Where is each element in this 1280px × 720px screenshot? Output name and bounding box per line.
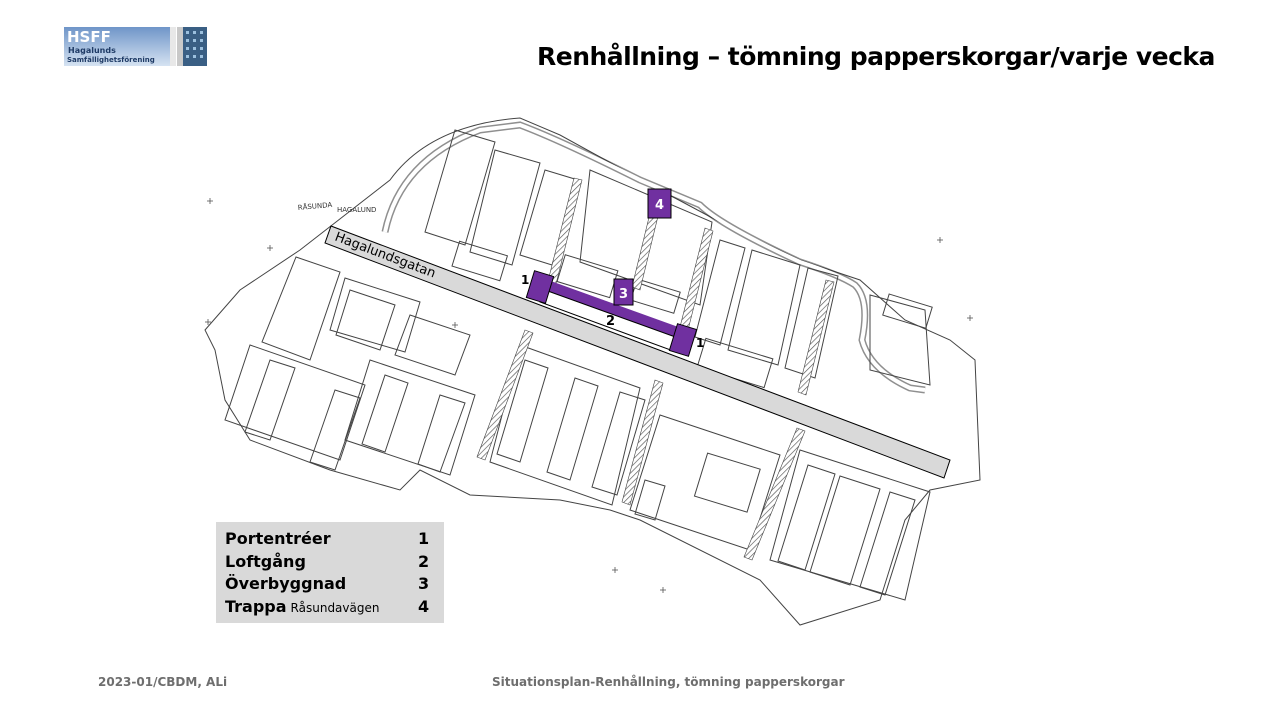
district-label-hagalund: HAGALUND xyxy=(337,206,377,214)
legend-sublabel: Råsundavägen xyxy=(290,601,380,615)
legend-row-trappa xyxy=(225,597,435,619)
marker-label-3: 3 xyxy=(619,287,629,302)
legend-label-group xyxy=(225,597,379,616)
footer-date-author: 2023-01/CBDM, ALi xyxy=(98,675,228,689)
legend-row-loftgang xyxy=(225,552,435,574)
marker-label-2: 2 xyxy=(606,314,616,329)
logo-abbr: HSFF xyxy=(67,28,111,46)
marker-label-1-east: 1 xyxy=(696,336,705,350)
marker-label-1-west: 1 xyxy=(521,273,530,287)
legend-number: 3 xyxy=(418,574,430,593)
legend-label: Överbyggnad xyxy=(225,574,347,593)
legend-number: 1 xyxy=(418,529,430,548)
logo-line1: Hagalunds xyxy=(68,46,116,55)
hsff-logo xyxy=(64,27,207,66)
district-label-rasunda: RÅSUNDA xyxy=(297,201,333,212)
legend-row-portentreer xyxy=(225,529,435,551)
map-legend xyxy=(216,522,444,623)
legend-number: 4 xyxy=(418,597,430,616)
legend-label: Loftgång xyxy=(225,552,306,571)
marker-label-4: 4 xyxy=(655,198,665,213)
legend-number: 2 xyxy=(418,552,430,571)
legend-label: Trappa xyxy=(225,597,287,616)
legend-label: Portentréer xyxy=(225,529,331,548)
logo-line2: Samfällighetsförening xyxy=(67,56,155,64)
street-name-label: Hagalundsgatan xyxy=(332,229,438,282)
page-title: Renhållning – tömning papperskorgar/varje vecka xyxy=(537,42,1215,71)
footer-caption: Situationsplan-Renhållning, tömning papperskorgar xyxy=(492,675,845,689)
legend-row-overbyggnad xyxy=(225,574,435,596)
